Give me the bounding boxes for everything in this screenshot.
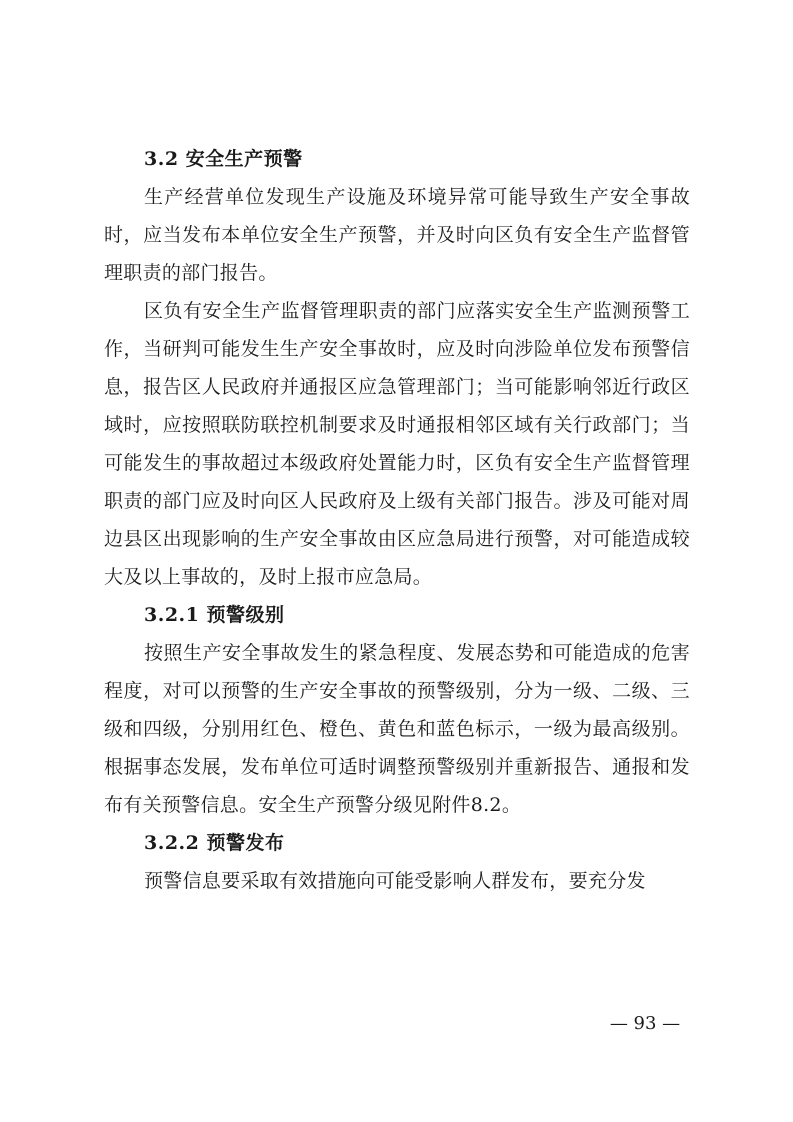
section-heading-3-2-2: 3.2.2 预警发布 [144,832,285,854]
paragraph: 生产经营单位发现生产设施及环境异常可能导致生产安全事故时，应当发布本单位安全生产预警，并及时向区负有安全生产监督管理职责的部门报告。 [104,186,690,284]
document-body [104,140,690,900]
page-number: — 93 — [609,1013,681,1034]
paragraph: 按照生产安全事故发生的紧急程度、发展态势和可能造成的危害程度，对可以预警的生产安全事故的预警级别，分为一级、二级、三级和四级，分别用红色、橙色、黄色和蓝色标示，一级为最高级别。根据事态发展，发布单位可适时调整预警级别并重新报告、通报和发布有关预警信息。安全生产预警分级见附件8.2。 [104,642,690,816]
section-heading-3-2: 3.2 安全生产预警 [144,148,303,170]
paragraph: 预警信息要采取有效措施向可能受影响人群发布，要充分发 [144,870,646,892]
paragraph: 区负有安全生产监督管理职责的部门应落实安全生产监测预警工作，当研判可能发生生产安全事故时，应及时向涉险单位发布预警信息，报告区人民政府并通报区应急管理部门；当可能影响邻近行政区域时，应按照联防联控机制要求及时通报相邻区域有关行政部门；当可能发生的事故超过本级政府处置能力时，区负有安全生产监督管理职责的部门应及时向区人民政府及上级有关部门报告。涉及可能对周边县区出现影响的生产安全事故由区应急局进行预警，对可能造成较大及以上事故的，及时上报市应急局。 [104,300,690,588]
section-heading-3-2-1: 3.2.1 预警级别 [144,604,285,626]
